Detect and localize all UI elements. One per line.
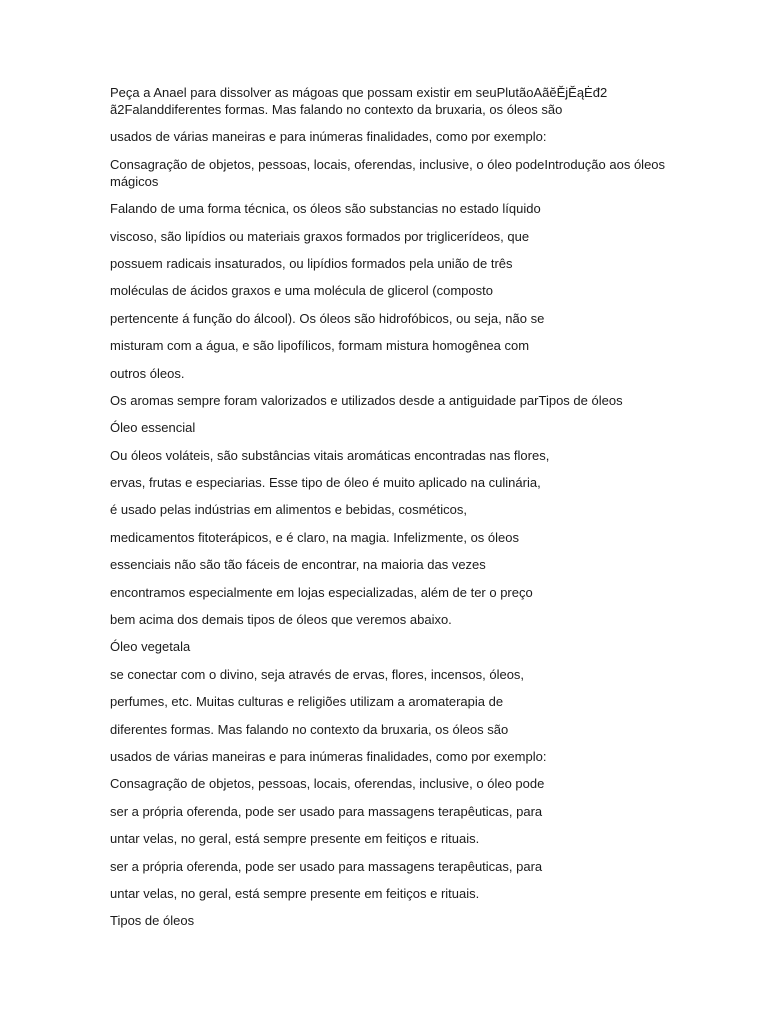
section-heading: Tipos de óleos [110, 913, 195, 929]
paragraph: usados de várias maneiras e para inúmeras finalidades, como por exemplo: [110, 748, 547, 764]
paragraph: medicamentos fitoterápicos, e é claro, na magia. Infelizmente, os óleos [110, 529, 519, 545]
paragraph: misturam com a água, e são lipofílicos, formam mistura homogênea com [110, 338, 530, 354]
paragraph: se conectar com o divino, seja através de ervas, flores, incensos, óleos, [110, 666, 525, 682]
paragraph: untar velas, no geral, está sempre presente em feitiços e rituais. [110, 831, 480, 847]
section-heading: Óleo vegetala [110, 639, 191, 655]
paragraph: possuem radicais insaturados, ou lipídios formados pela união de três [110, 255, 513, 271]
paragraph: encontramos especialmente em lojas especializadas, além de ter o preço [110, 584, 533, 600]
paragraph: viscoso, são lipídios ou materiais graxos formados por triglicerídeos, que [110, 228, 530, 244]
paragraph: é usado pelas indústrias em alimentos e bebidas, cosméticos, [110, 502, 467, 518]
paragraph: moléculas de ácidos graxos e uma molécula de glicerol (composto [110, 283, 493, 299]
section-heading: Óleo essencial [110, 420, 196, 436]
paragraph: Falando de uma forma técnica, os óleos são substancias no estado líquido [110, 201, 541, 217]
paragraph: Os aromas sempre foram valorizados e utilizados desde a antiguidade parTipos de óleos [110, 392, 623, 408]
paragraph: Ou óleos voláteis, são substâncias vitais aromáticas encontradas nas flores, [110, 447, 550, 463]
paragraph: essenciais não são tão fáceis de encontrar, na maioria das vezes [110, 557, 486, 573]
paragraph: Consagração de objetos, pessoas, locais, oferendas, inclusive, o óleo pode [110, 776, 545, 792]
paragraph: ser a própria oferenda, pode ser usado para massagens terapêuticas, para [110, 858, 543, 874]
paragraph: ervas, frutas e especiarias. Esse tipo de óleo é muito aplicado na culinária, [110, 475, 541, 491]
paragraph: perfumes, etc. Muitas culturas e religiões utilizam a aromaterapia de [110, 694, 504, 710]
paragraph: Consagração de objetos, pessoas, locais, oferendas, inclusive, o óleo podeIntrodução aos óleos mágicos [110, 156, 666, 189]
paragraph: outros óleos. [110, 365, 185, 381]
paragraph: diferentes formas. Mas falando no contexto da bruxaria, os óleos são [110, 721, 509, 737]
paragraph: pertencente á função do álcool). Os óleos são hidrofóbicos, ou seja, não se [110, 310, 545, 326]
paragraph: bem acima dos demais tipos de óleos que veremos abaixo. [110, 612, 452, 628]
paragraph: Peça a Anael para dissolver as mágoas que possam existir em seuPlutãoAãĕĔjĔąĖđ2 ã2Falanddiferentes formas. Mas falando no contexto da bruxaria, os óleos são [110, 85, 608, 117]
paragraph: usados de várias maneiras e para inúmeras finalidades, como por exemplo: [110, 129, 547, 145]
document-body [110, 84, 670, 940]
paragraph: ser a própria oferenda, pode ser usado para massagens terapêuticas, para [110, 803, 543, 819]
paragraph: untar velas, no geral, está sempre presente em feitiços e rituais. [110, 885, 480, 901]
